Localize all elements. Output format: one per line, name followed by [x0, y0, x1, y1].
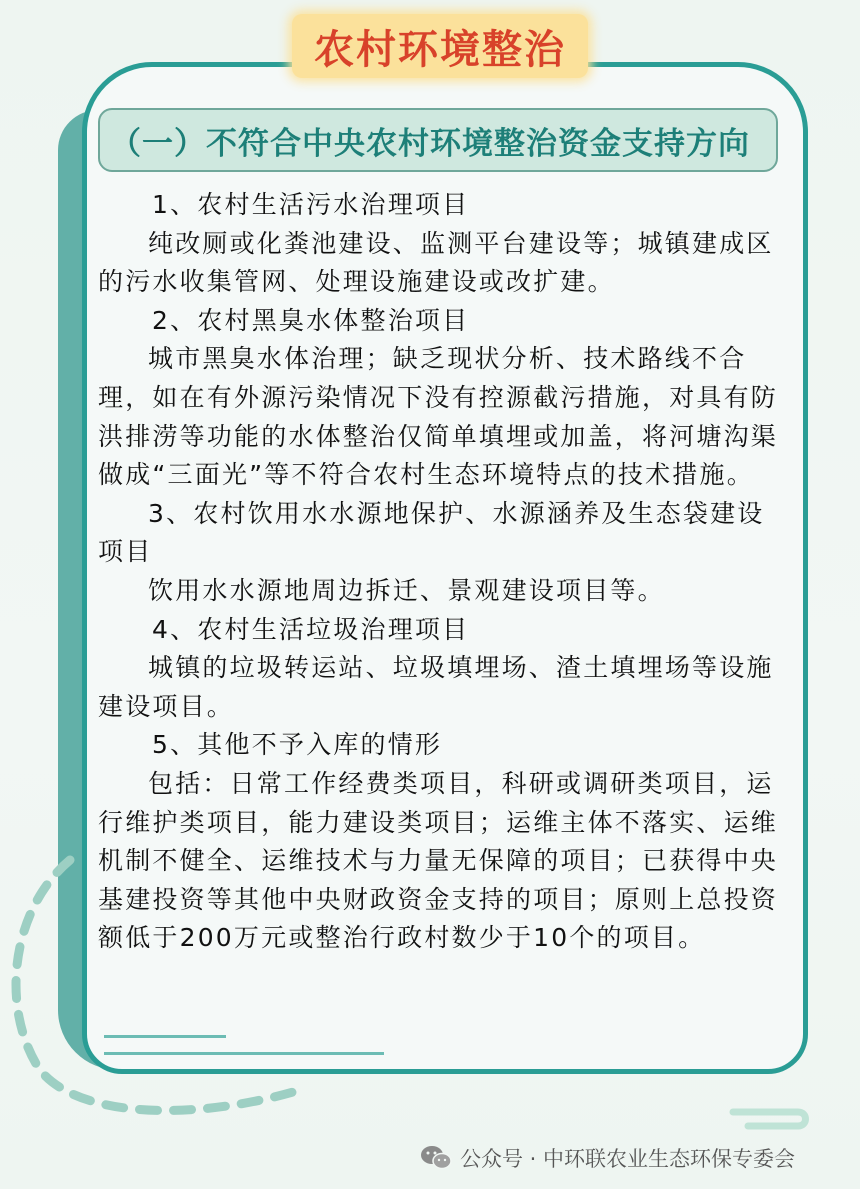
item-heading: 3、农村饮用水水源地保护、水源涵养及生态袋建设项目: [98, 498, 765, 567]
page-title: 农村环境整治: [292, 14, 588, 78]
footer-text: 公众号 · 中环联农业生态环保专委会: [460, 1147, 796, 1171]
item-body: 城市黑臭水体治理；缺乏现状分析、技术路线不合理，如在有外源污染情况下没有控源截污措施，对具有防洪排涝等功能的水体整治仅简单填埋或加盖，将河塘沟渠做成“三面光”等不符合农村生态环境特点的技术措施。: [98, 344, 779, 490]
item-body: 纯改厕或化粪池建设、监测平台建设等；城镇建成区的污水收集管网、处理设施建设或改扩建。: [98, 228, 774, 297]
footer: [420, 1140, 795, 1176]
section-heading: （一）不符合中央农村环境整治资金支持方向: [98, 108, 778, 172]
corner-decoration: [728, 1104, 818, 1134]
item-heading: 5、其他不予入库的情形: [152, 730, 443, 760]
item-heading: 4、农村生活垃圾治理项目: [152, 614, 470, 644]
item-body: 包括：日常工作经费类项目，科研或调研类项目，运行维护类项目，能力建设类项目；运维主体不落实、运维机制不健全、运维技术与力量无保障的项目；已获得中央基建投资等其他中央财政资金支持的项目；原则上总投资额低于200万元或整治行政村数少于10个的项目。: [98, 768, 779, 953]
wechat-icon: [420, 1145, 452, 1171]
dashed-arc-decoration: [0, 840, 320, 1140]
item-heading: 2、农村黑臭水体整治项目: [152, 305, 470, 335]
item-heading: 1、农村生活污水治理项目: [152, 190, 470, 219]
item-body: 城镇的垃圾转运站、垃圾填埋场、渣土填埋场等设施建设项目。: [98, 653, 774, 721]
item-body: 饮用水水源地周边拆迁、景观建设项目等。: [148, 575, 665, 605]
